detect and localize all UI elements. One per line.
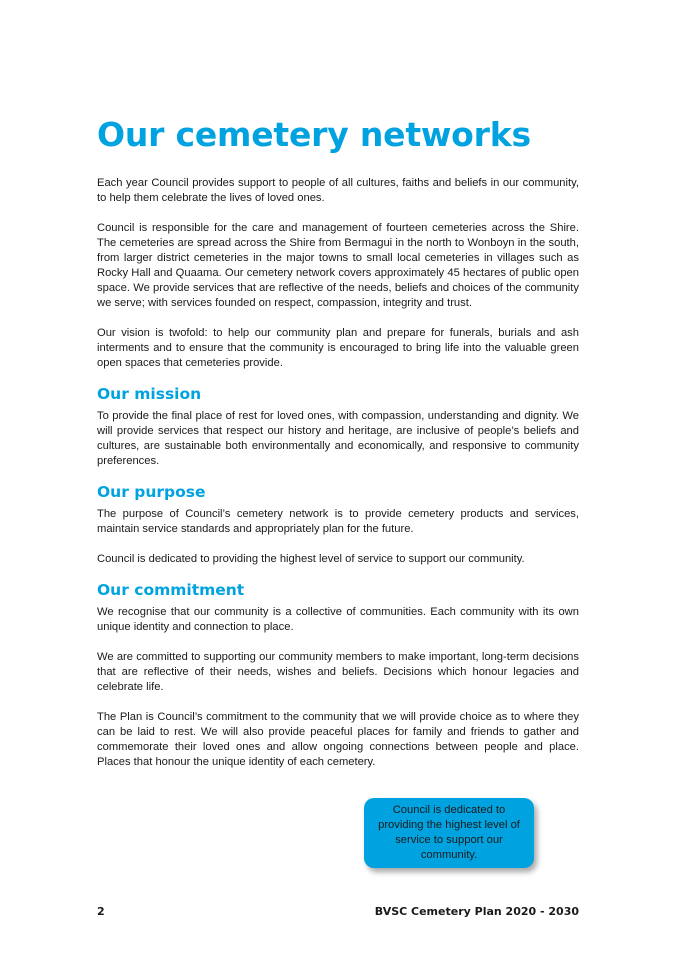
commitment-paragraph: The Plan is Council’s commitment to the community that we will provide choice as to where they can be laid to rest. We will also provide peaceful places for family and friends to gather and commemorate their loved ones and allow ongoing connections between people and place. Places that honour the unique identity of each cemetery. xyxy=(97,711,579,768)
page-title: Our cemetery networks xyxy=(97,115,531,154)
commitment-heading: Our commitment xyxy=(97,581,245,599)
footer-page-number: 2 xyxy=(97,905,105,918)
intro-paragraph: Each year Council provides support to people of all cultures, faiths and beliefs in our community, to help them celebrate the lives of loved ones. xyxy=(97,177,579,204)
page-content xyxy=(97,108,579,770)
callout-text: Council is dedicated to providing the highest level of service to support our community. xyxy=(378,804,520,861)
purpose-heading: Our purpose xyxy=(97,483,206,501)
footer-document-title: BVSC Cemetery Plan 2020 - 2030 xyxy=(374,905,579,918)
mission-heading: Our mission xyxy=(97,385,202,403)
intro-paragraph: Our vision is twofold: to help our community plan and prepare for funerals, burials and ash interments and to ensure that the community is encouraged to bring life into the valuable green open spaces that cemeteries provide. xyxy=(97,327,579,369)
callout-box xyxy=(364,798,534,868)
commitment-paragraph: We recognise that our community is a collective of communities. Each community with its own unique identity and connection to place. xyxy=(97,606,579,633)
mission-paragraph: To provide the final place of rest for loved ones, with compassion, understanding and dignity. We will provide services that respect our history and heritage, are inclusive of people’s beliefs and cultures, are sustainable both environmentally and economically, and responsive to community preferences. xyxy=(97,410,579,467)
purpose-paragraph: Council is dedicated to providing the highest level of service to support our community. xyxy=(97,553,525,565)
purpose-paragraph: The purpose of Council’s cemetery network is to provide cemetery products and services, maintain service standards and appropriately plan for the future. xyxy=(97,508,579,535)
commitment-paragraph: We are committed to supporting our community members to make important, long-term decisions that are reflective of their needs, wishes and beliefs. Decisions which honour legacies and celebrate life. xyxy=(97,651,579,693)
intro-paragraph: Council is responsible for the care and management of fourteen cemeteries across the Shire. The cemeteries are spread across the Shire from Bermagui in the north to Wonboyn in the south, from larger district cemeteries in the major towns to small local cemeteries in villages such as Rocky Hall and Quaama. Our cemetery network covers approximately 45 hectares of public open space. We provide services that are reflective of the needs, beliefs and choices of the community we serve; with services founded on respect, compassion, integrity and trust. xyxy=(97,222,579,309)
